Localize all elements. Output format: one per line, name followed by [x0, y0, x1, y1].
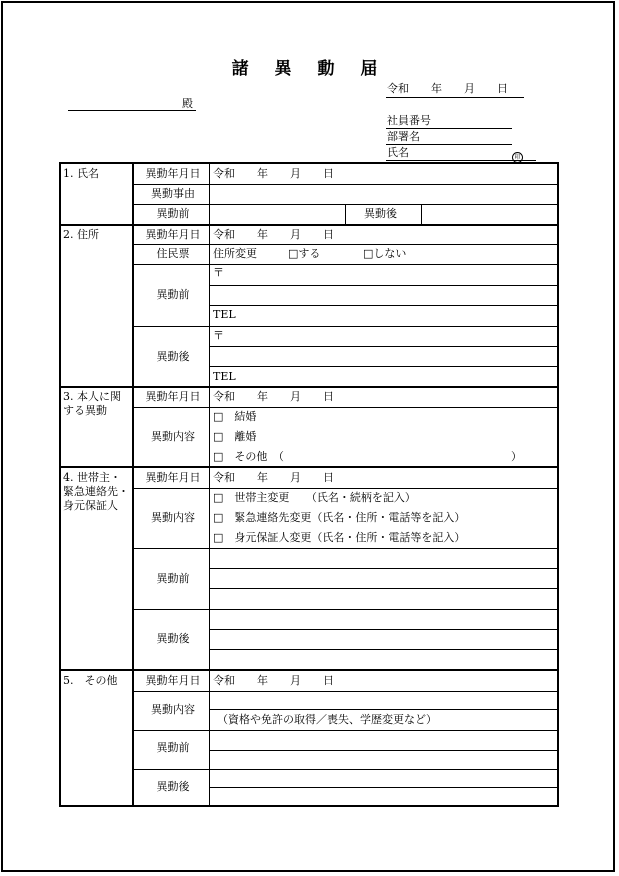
- sec5-title: 5. その他: [63, 674, 118, 687]
- sec2-before-tel[interactable]: TEL: [213, 308, 236, 321]
- sec5-date-label: 異動年月日: [145, 674, 201, 687]
- sec3-option-other[interactable]: □ その他 （: [213, 450, 284, 463]
- sec2-do-checkbox[interactable]: □する: [288, 247, 321, 260]
- sec2-before-label: 異動前: [156, 288, 190, 301]
- recipient-line[interactable]: [68, 110, 196, 111]
- sec2-after-postal[interactable]: 〒: [213, 329, 224, 342]
- sec4-date-value[interactable]: 令和 年 月 日: [213, 471, 334, 484]
- sec3-option-other-close: ）: [511, 450, 522, 463]
- sec5-before-label: 異動前: [156, 741, 190, 754]
- sec1-before-label: 異動前: [156, 207, 190, 220]
- change-form-table: [59, 162, 559, 807]
- sec2-date-label: 異動年月日: [145, 228, 201, 241]
- sec1-title: 1. 氏名: [63, 167, 99, 180]
- sec2-before-postal[interactable]: 〒: [213, 266, 224, 279]
- section-divider: [132, 164, 134, 805]
- sec3-option-divorce[interactable]: □ 離婚: [213, 430, 257, 443]
- sec5-date-value[interactable]: 令和 年 月 日: [213, 674, 334, 687]
- sec1-date-value[interactable]: 令和 年 月 日: [213, 167, 334, 180]
- sec2-dont-checkbox[interactable]: □しない: [363, 247, 407, 260]
- sec2-after-tel[interactable]: TEL: [213, 370, 236, 383]
- sec3-date-value[interactable]: 令和 年 月 日: [213, 390, 334, 403]
- date-underline: [386, 97, 524, 98]
- sec4-before-label: 異動前: [156, 572, 190, 585]
- name-field[interactable]: [386, 160, 536, 161]
- sec4-option-guarantor[interactable]: □ 身元保証人変更（氏名・住所・電話等を記入）: [213, 531, 466, 544]
- sec2-address-change: 住所変更: [213, 247, 257, 260]
- sec1-date-label: 異動年月日: [145, 167, 201, 180]
- sec1-reason-label: 異動事由: [151, 187, 195, 200]
- sec5-after-label: 異動後: [156, 780, 190, 793]
- sec2-title: 2. 住所: [63, 228, 99, 241]
- name-label: 氏名: [387, 146, 409, 159]
- seal-icon: 印: [512, 147, 523, 166]
- sec3-date-label: 異動年月日: [145, 390, 201, 403]
- sec5-content-label: 異動内容: [151, 703, 195, 716]
- department-label: 部署名: [387, 130, 420, 143]
- sec3-title: 3. 本人に関する異動: [63, 390, 121, 417]
- sec3-content-label: 異動内容: [151, 430, 195, 443]
- sec4-option-householder[interactable]: □ 世帯主変更 （氏名・続柄を記入）: [213, 491, 416, 504]
- sec3-option-marriage[interactable]: □ 結婚: [213, 410, 257, 423]
- sec2-after-label: 異動後: [156, 350, 190, 363]
- sec4-title: 4. 世帯主・緊急連絡先・身元保証人: [63, 471, 129, 512]
- sec4-after-label: 異動後: [156, 632, 190, 645]
- recipient-suffix: 殿: [182, 97, 193, 110]
- department-field[interactable]: [386, 144, 512, 145]
- header-date: 令和 年 月 日: [387, 82, 508, 95]
- sec1-after-label: 異動後: [364, 207, 397, 220]
- employee-no-label: 社員番号: [387, 114, 431, 127]
- sec4-content-label: 異動内容: [151, 511, 195, 524]
- document-title: 諸 異 動 届: [231, 59, 388, 79]
- sec4-option-emergency[interactable]: □ 緊急連絡先変更（氏名・住所・電話等を記入）: [213, 511, 466, 524]
- sec2-resident-label: 住民票: [156, 247, 190, 260]
- sec4-date-label: 異動年月日: [145, 471, 201, 484]
- sec5-note: （資格や免許の取得／喪失、学歴変更など）: [217, 713, 437, 726]
- sec2-date-value[interactable]: 令和 年 月 日: [213, 228, 334, 241]
- employee-no-field[interactable]: [386, 128, 512, 129]
